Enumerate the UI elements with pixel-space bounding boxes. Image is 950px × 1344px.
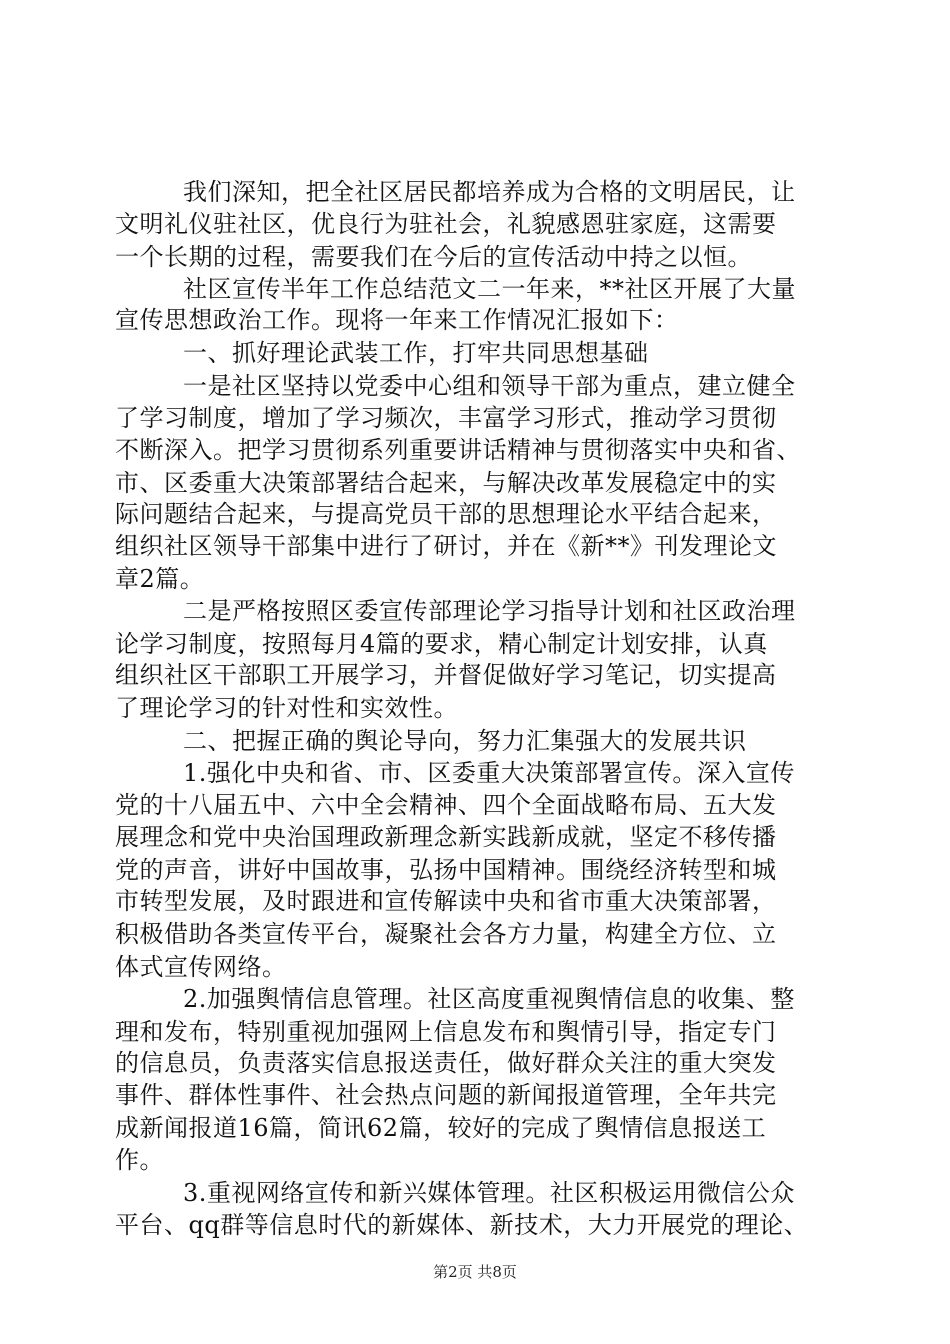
- text-line: 积极借助各类宣传平台，凝聚社会各方力量，构建全方位、立: [115, 920, 777, 948]
- text-line: 组织社区领导干部集中进行了研讨，并在《新**》刊发理论文: [115, 532, 777, 560]
- text-line: 不断深入。把学习贯彻系列重要讲话精神与贯彻落实中央和省、: [115, 436, 801, 464]
- text-line: 了理论学习的针对性和实效性。: [115, 694, 458, 722]
- text-line: 展理念和党中央治国理政新理念新实践新成就，坚定不移传播: [115, 823, 777, 851]
- text-line: 一是社区坚持以党委中心组和领导干部为重点，建立健全: [183, 372, 796, 400]
- text-line: 我们深知，把全社区居民都培养成为合格的文明居民，让: [183, 178, 796, 206]
- text-line: 市转型发展，及时跟进和宣传解读中央和省市重大决策部署，: [115, 887, 777, 915]
- text-line: 党的声音，讲好中国故事，弘扬中国精神。围绕经济转型和城: [115, 856, 777, 884]
- text-line: 作。: [115, 1146, 164, 1174]
- text-line: 体式宣传网络。: [115, 953, 287, 981]
- text-line: 章2篇。: [115, 565, 205, 593]
- text-line: 3.重视网络宣传和新兴媒体管理。社区积极运用微信公众: [183, 1179, 795, 1207]
- page-footer: 第2页 共8页: [433, 1263, 517, 1281]
- text-line: 文明礼仪驻社区，优良行为驻社会，礼貌感恩驻家庭，这需要: [115, 210, 777, 238]
- text-line: 一、抓好理论武装工作，打牢共同思想基础: [183, 339, 649, 367]
- text-line: 二、把握正确的舆论导向，努力汇集强大的发展共识: [183, 727, 747, 755]
- text-line: 宣传思想政治工作。现将一年来工作情况汇报如下：: [115, 306, 679, 334]
- text-line: 成新闻报道16篇，简讯62篇，较好的完成了舆情信息报送工: [115, 1114, 767, 1142]
- text-line: 组织社区干部职工开展学习，并督促做好学习笔记，切实提高: [115, 661, 777, 689]
- text-line: 党的十八届五中、六中全会精神、四个全面战略布局、五大发: [115, 791, 777, 819]
- text-line: 事件、群体性事件、社会热点问题的新闻报道管理，全年共完: [115, 1081, 777, 1109]
- text-line: 了学习制度，增加了学习频次，丰富学习形式，推动学习贯彻: [115, 404, 777, 432]
- text-line: 际问题结合起来，与提高党员干部的思想理论水平结合起来，: [115, 500, 777, 528]
- text-line: 市、区委重大决策部署结合起来，与解决改革发展稳定中的实: [115, 469, 777, 497]
- text-line: 社区宣传半年工作总结范文二一年来，**社区开展了大量: [183, 275, 796, 303]
- text-line: 二是严格按照区委宣传部理论学习指导计划和社区政治理: [183, 597, 796, 625]
- text-line: 平台、qq群等信息时代的新媒体、新技术，大力开展党的理论、: [115, 1211, 809, 1239]
- text-line: 的信息员，负责落实信息报送责任，做好群众关注的重大突发: [115, 1049, 777, 1077]
- text-line: 1.强化中央和省、市、区委重大决策部署宣传。深入宣传: [183, 759, 795, 787]
- text-line: 理和发布，特别重视加强网上信息发布和舆情引导，指定专门: [115, 1018, 777, 1046]
- text-line: 论学习制度，按照每月4篇的要求，精心制定计划安排，认真: [115, 630, 768, 658]
- text-line: 2.加强舆情信息管理。社区高度重视舆情信息的收集、整: [183, 985, 795, 1013]
- text-line: 一个长期的过程，需要我们在今后的宣传活动中持之以恒。: [115, 243, 752, 271]
